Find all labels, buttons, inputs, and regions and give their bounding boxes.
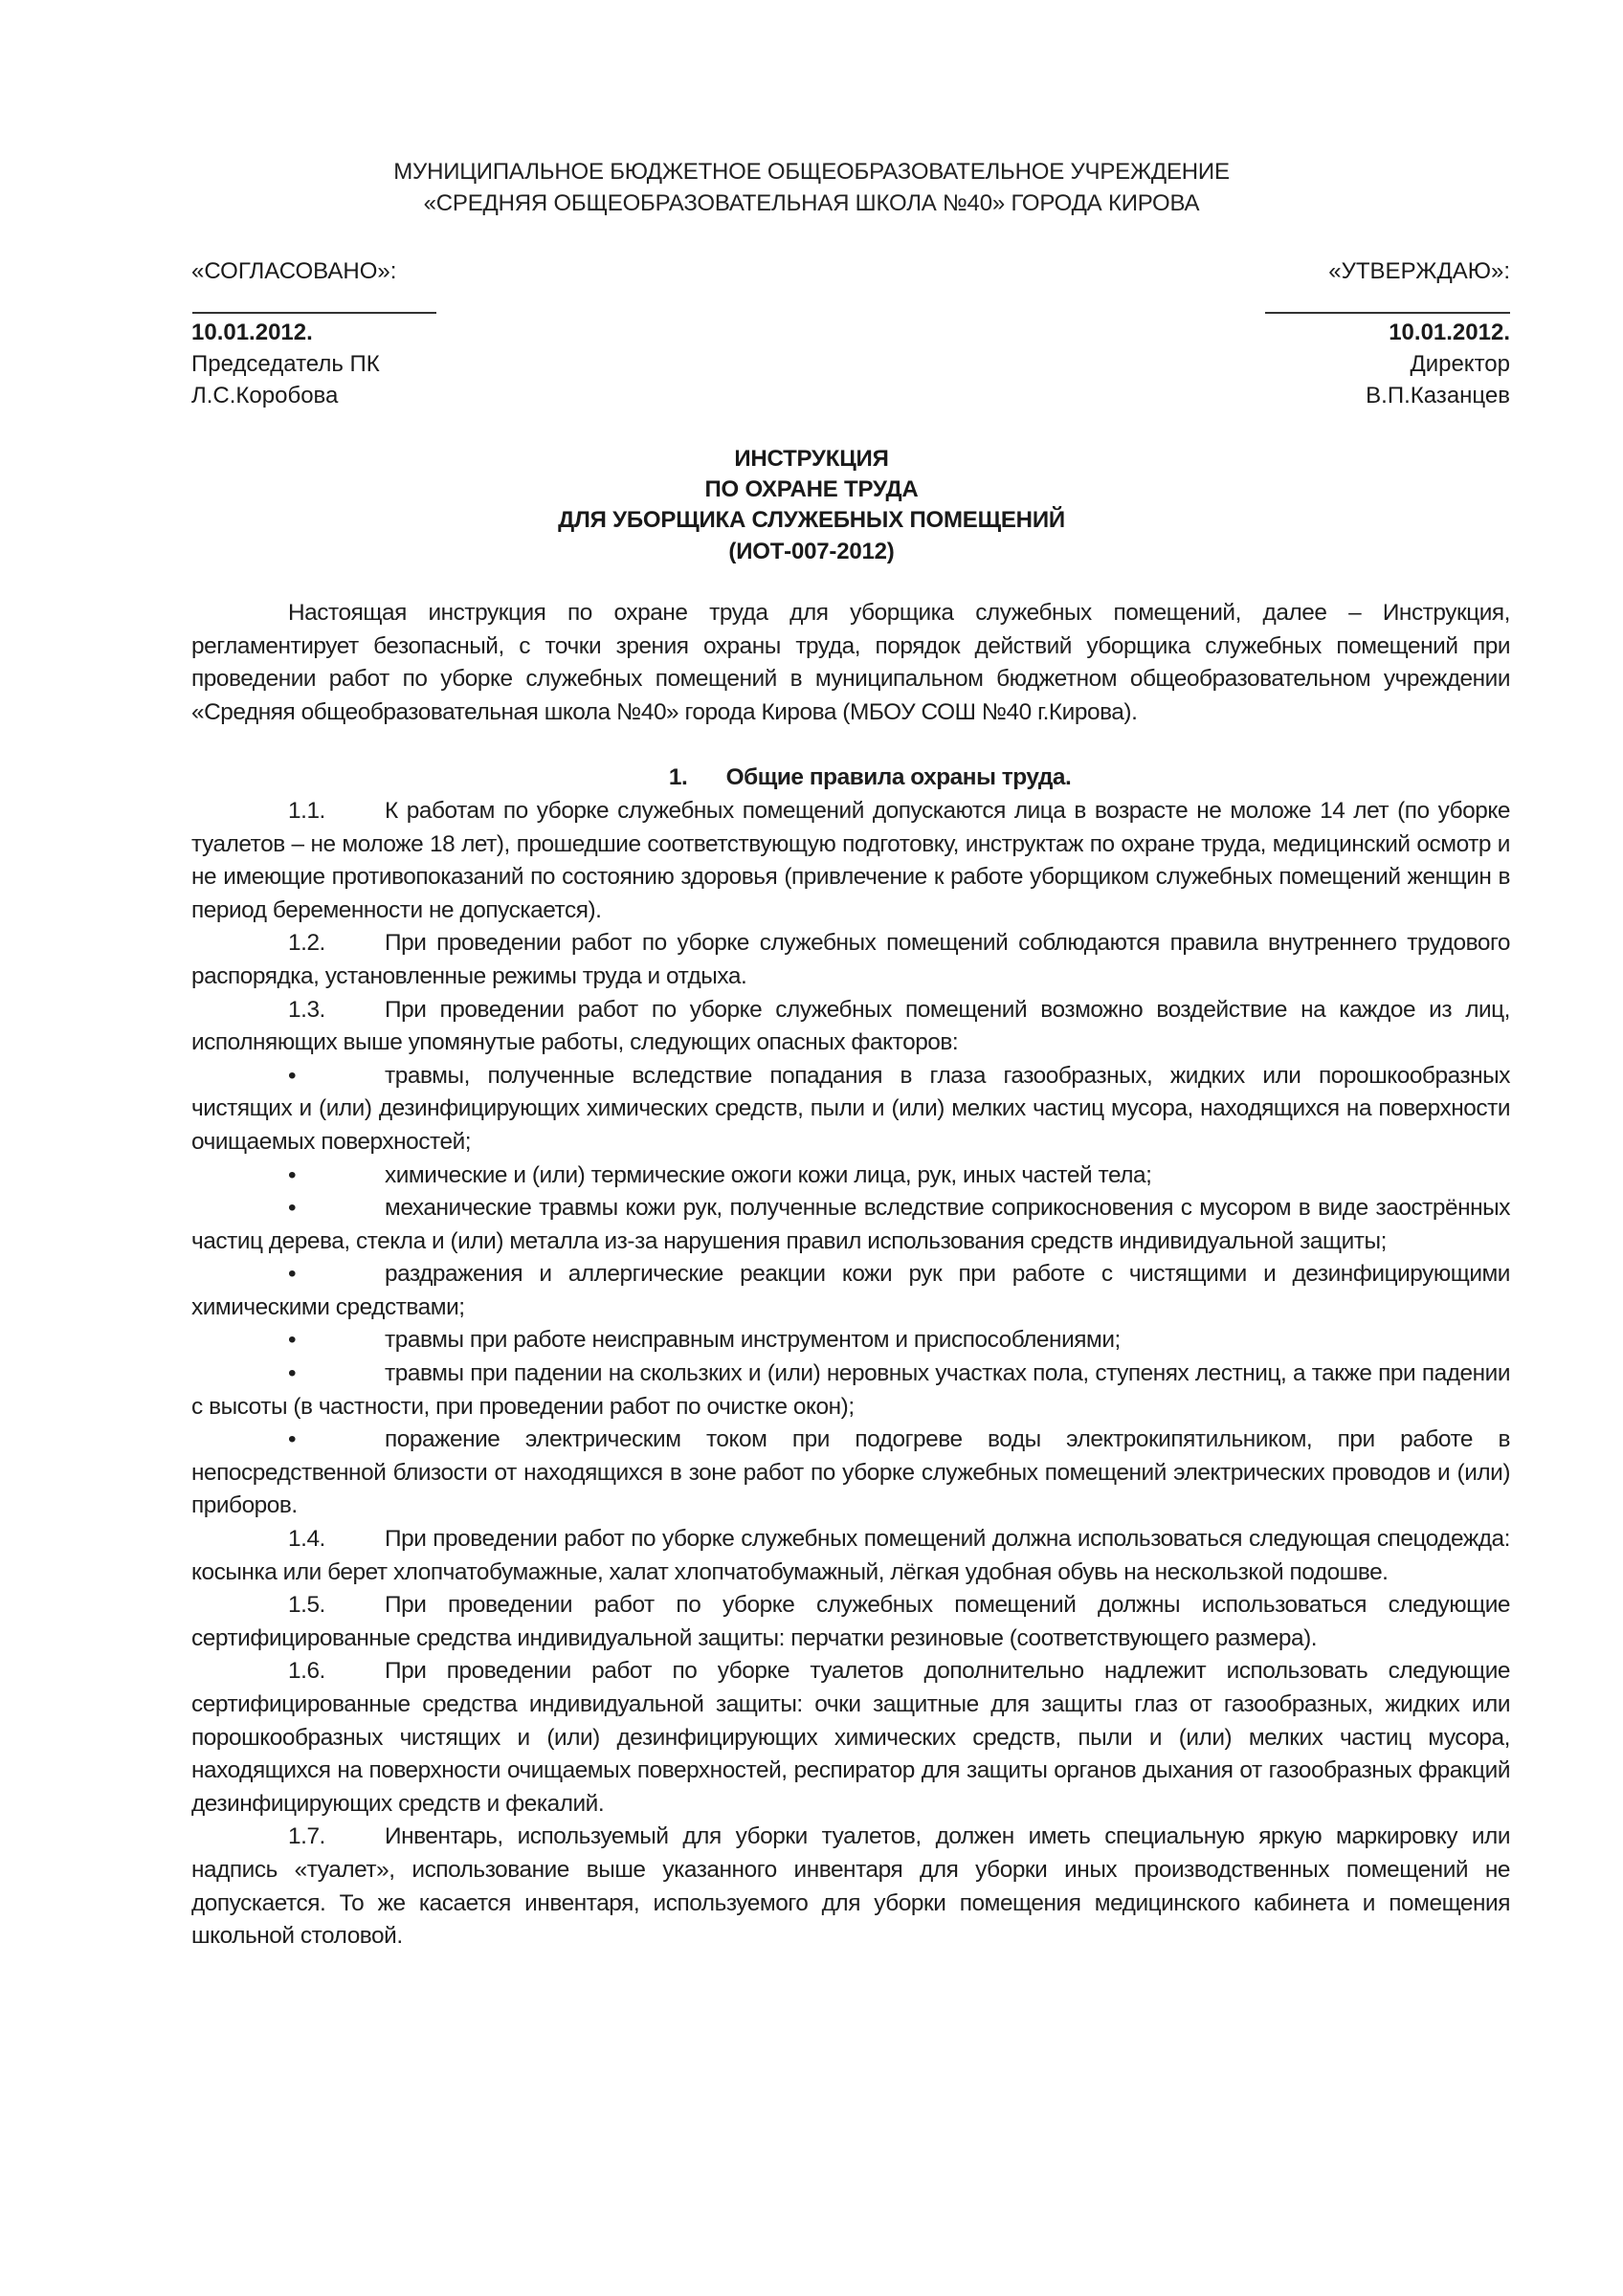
doc-title-line4: (ИОТ-007-2012)	[728, 539, 895, 564]
clause-text: Инвентарь, используемый для уборки туалетов, должен иметь специальную яркую маркировку или надпись «туалет», использование выше указанного инвентаря для уборки иных производственных помещений не допускается. То же касается инвентаря, используемого для уборки помещения медицинского кабинета и помещения школьной столовой.	[191, 1823, 1510, 1950]
clause-1-1	[191, 795, 1510, 927]
clause-1-6	[191, 1655, 1510, 1821]
clause-text: При проведении работ по уборке служебных помещений должны использоваться следующие сертифицированные средства индивидуальной защиты: перчатки резиновые (соответствующего размера).	[191, 1592, 1510, 1651]
hazard-bullet	[191, 1424, 1510, 1523]
clause-1-2	[191, 927, 1510, 993]
clause-text: При проведении работ по уборке служебных помещений соблюдаются правила внутреннего трудового распорядка, установленные режимы труда и отдыха.	[191, 930, 1510, 989]
clause-text: При проведении работ по уборке служебных помещений возможно воздействие на каждое из лиц, исполняющих выше упомянутые работы, следующих опасных факторов:	[191, 996, 1510, 1056]
bullet-text: травмы при работе неисправным инструментом и приспособлениями;	[385, 1327, 1121, 1354]
hazard-bullet	[191, 1358, 1510, 1424]
hazard-bullet	[191, 1192, 1510, 1258]
doc-title-line3: ДЛЯ УБОРЩИКА СЛУЖЕБНЫХ ПОМЕЩЕНИЙ	[558, 507, 1065, 533]
approved-signature-line	[1265, 312, 1510, 314]
institution-name-line2: «СРЕДНЯЯ ОБЩЕОБРАЗОВАТЕЛЬНАЯ ШКОЛА №40» ГОРОДА КИРОВА	[423, 190, 1200, 216]
bullet-text: травмы при падении на скользких и (или) неровных участках пола, ступенях лестниц, а также при падении с высоты (в частности, при проведении работ по очистке окон);	[191, 1360, 1510, 1420]
hazard-bullet	[191, 1324, 1510, 1358]
bullet-text: механические травмы кожи рук, полученные вследствие соприкосновения с мусором в виде заострённых частиц дерева, стекла и (или) металла из-за нарушения правил использования средств индивидуальной защиты;	[191, 1195, 1510, 1254]
bullet-text: химические и (или) термические ожоги кожи лица, рук, иных частей тела;	[385, 1161, 1152, 1188]
clause-1-3	[191, 994, 1510, 1060]
clause-1-7	[191, 1821, 1510, 1953]
section-title: Общие правила охраны труда.	[725, 764, 1072, 791]
clause-number: 1.3.	[288, 996, 325, 1023]
approved-name: В.П.Казанцев	[1366, 383, 1510, 408]
section-number: 1.	[668, 764, 688, 791]
agreed-signature-line	[192, 312, 436, 314]
agreed-position: Председатель ПК	[191, 351, 380, 377]
clause-number: 1.6.	[288, 1658, 325, 1685]
hazard-bullet	[191, 1258, 1510, 1324]
clause-text: К работам по уборке служебных помещений допускаются лица в возрасте не моложе 14 лет (по уборке туалетов – не моложе 18 лет), прошедшие соответствующую подготовку, инструктаж по охране труда, медицинский осмотр и не имеющие противопоказаний по состоянию здоровья (привлечение к работе уборщиком служебных помещений женщин в период беременности не допускается).	[191, 797, 1510, 923]
clause-1-5	[191, 1589, 1510, 1655]
document-body	[191, 597, 1510, 1954]
agreed-label: «СОГЛАСОВАНО»:	[191, 258, 397, 284]
clause-number: 1.7.	[288, 1823, 325, 1850]
bullet-icon: •	[288, 1062, 297, 1089]
clause-number: 1.1.	[288, 797, 325, 824]
clause-1-4	[191, 1523, 1510, 1589]
bullet-text: поражение электрическим током при подогреве воды электрокипятильником, при работе в непосредственной близости от находящихся в зоне работ по уборке служебных помещений электрических проводов и (или) приборов.	[191, 1426, 1510, 1519]
bullet-icon: •	[288, 1360, 297, 1387]
bullet-icon: •	[288, 1261, 297, 1288]
agreed-name: Л.С.Коробова	[191, 383, 339, 408]
clause-number: 1.5.	[288, 1592, 325, 1619]
bullet-icon: •	[288, 1426, 297, 1453]
clause-number: 1.2.	[288, 930, 325, 957]
institution-name-line1: МУНИЦИПАЛЬНОЕ БЮДЖЕТНОЕ ОБЩЕОБРАЗОВАТЕЛЬНОЕ УЧРЕЖДЕНИЕ	[393, 159, 1230, 185]
section-1-heading	[191, 762, 1510, 795]
doc-title-line2: ПО ОХРАНЕ ТРУДА	[704, 476, 919, 502]
hazard-bullet	[191, 1159, 1510, 1193]
doc-title-line1: ИНСТРУКЦИЯ	[734, 446, 889, 472]
clause-number: 1.4.	[288, 1526, 325, 1553]
intro-paragraph: Настоящая инструкция по охране труда для уборщика служебных помещений, далее – Инструкция, регламентирует безопасный, с точки зрения охраны труда, порядок действий уборщика служебных помещений при проведении работ по уборке служебных помещений в муниципальном бюджетном общеобразовательном учреждении «Средняя общеобразовательная школа №40» города Кирова (МБОУ СОШ №40 г.Кирова).	[191, 600, 1510, 725]
bullet-icon: •	[288, 1327, 297, 1354]
approved-date: 10.01.2012.	[1389, 320, 1510, 345]
approved-label: «УТВЕРЖДАЮ»:	[1328, 258, 1510, 284]
clause-text: При проведении работ по уборке служебных помещений должна использоваться следующая спецодежда: косынка или берет хлопчатобумажные, халат хлопчатобумажный, лёгкая удобная обувь на нескользкой подошве.	[191, 1526, 1510, 1585]
bullet-icon: •	[288, 1161, 297, 1188]
clause-text: При проведении работ по уборке туалетов дополнительно надлежит использовать следующие сертифицированные средства индивидуальной защиты: очки защитные для защиты глаз от газообразных, жидких или порошкообразных чистящих и (или) дезинфицирующих химических средств, пыли и (или) мелких частиц мусора, находящихся на поверхности очищаемых поверхностей, респиратор для защиты органов дыхания от газообразных фракций дезинфицирующих средств и фекалий.	[191, 1658, 1510, 1817]
hazard-bullet	[191, 1060, 1510, 1159]
bullet-icon: •	[288, 1195, 297, 1222]
approved-position: Директор	[1410, 351, 1510, 377]
bullet-text: травмы, полученные вследствие попадания в глаза газообразных, жидких или порошкообразных чистящих и (или) дезинфицирующих химических средств, пыли и (или) мелких частиц мусора, находящихся на поверхности очищаемых поверхностей;	[191, 1062, 1510, 1155]
bullet-text: раздражения и аллергические реакции кожи рук при работе с чистящими и дезинфицирующими химическими средствами;	[191, 1261, 1510, 1320]
agreed-date: 10.01.2012.	[191, 320, 313, 345]
